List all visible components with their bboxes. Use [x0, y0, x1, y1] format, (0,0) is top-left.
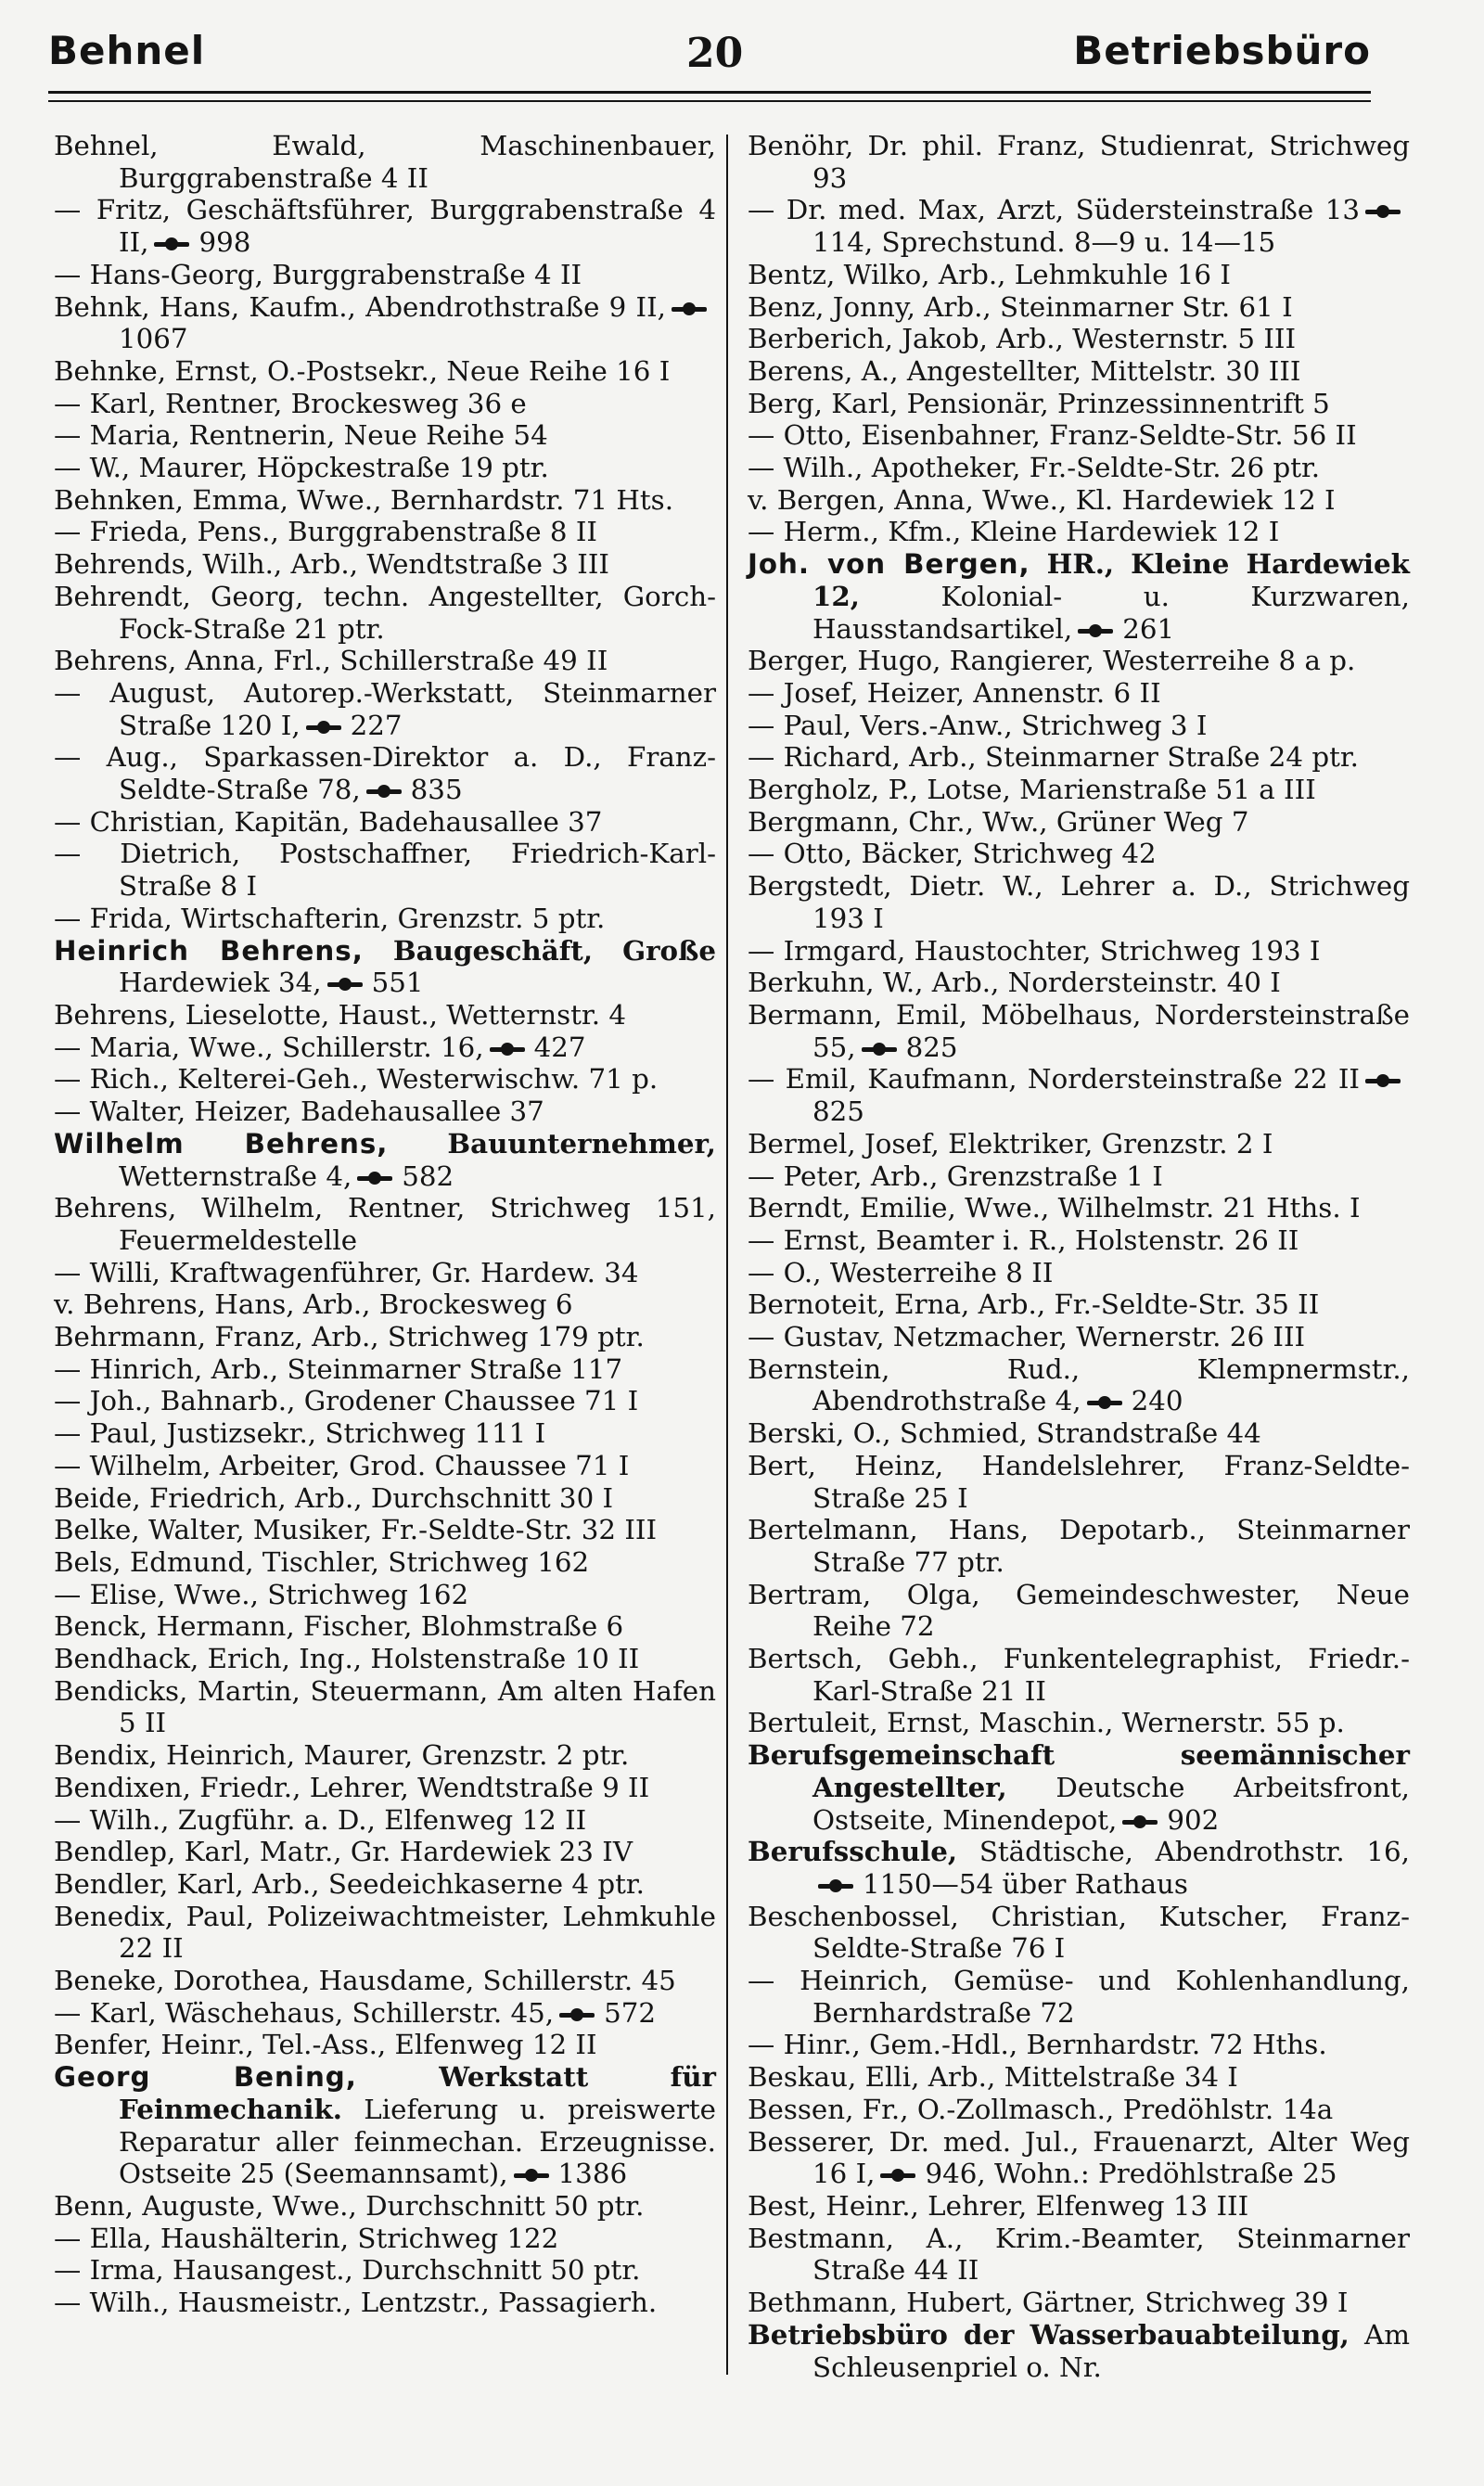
- entry-text: Best, Heinr., Lehrer, Elfenweg 13 III: [748, 2190, 1249, 2222]
- entry-text: Behnk, Hans, Kaufm., Abendrothstraße 9 II,: [54, 290, 666, 323]
- directory-entry: [54, 1128, 716, 1192]
- directory-entry: [748, 484, 1410, 517]
- entry-text: — Ernst, Beamter i. R., Holstenstr. 26 II: [748, 1224, 1299, 1256]
- entry-text: 261: [1122, 612, 1175, 645]
- entry-text: — Otto, Eisenbahner, Franz-Seldte-Str. 56 II: [748, 419, 1357, 452]
- directory-entry: [54, 1096, 716, 1128]
- directory-entry: [748, 1128, 1410, 1160]
- telephone-icon: [366, 785, 405, 798]
- directory-entry: [54, 194, 716, 258]
- directory-entry: [748, 1707, 1410, 1739]
- directory-entry: [748, 999, 1410, 1063]
- directory-entry: [748, 452, 1410, 484]
- directory-entry: [748, 1353, 1410, 1417]
- directory-entry: [54, 1579, 716, 1611]
- entry-text: Bessen, Fr., O.-Zollmasch., Predöhlstr. 14a: [748, 2093, 1334, 2125]
- entry-text: Bermann, Emil, Möbelhaus, Nordersteinstraße 55,: [748, 998, 1410, 1063]
- entry-text: Behnel, Ewald, Maschinenbauer, Burggrabenstraße 4 II: [54, 130, 716, 194]
- directory-entry: [748, 710, 1410, 742]
- entry-text: Berski, O., Schmied, Strandstraße 44: [748, 1417, 1261, 1450]
- directory-entry: [54, 838, 716, 902]
- right-column: [748, 130, 1410, 2383]
- page-number: 20: [686, 30, 744, 77]
- directory-entry: [748, 1739, 1410, 1836]
- directory-entry: [748, 323, 1410, 355]
- entry-text: — Dr. med. Max, Arzt, Südersteinstraße 13: [748, 194, 1360, 226]
- entry-text: 582: [402, 1160, 454, 1192]
- entry-text: — Wilhelm, Arbeiter, Grod. Chaussee 71 I: [54, 1449, 630, 1481]
- entry-text: Behnke, Ernst, O.-Postsekr., Neue Reihe 16 I: [54, 354, 671, 387]
- entry-text: Wetternstraße 4,: [119, 1160, 352, 1192]
- entry-text: Benck, Hermann, Fischer, Blohmstraße 6: [54, 1610, 624, 1643]
- entry-text: Behrends, Wilh., Arb., Wendtstraße 3 III: [54, 548, 609, 581]
- entry-text: Benedix, Paul, Polizeiwachtmeister, Lehmkuhle 22 II: [54, 1900, 716, 1965]
- telephone-icon: [1365, 205, 1404, 218]
- directory-entry: [748, 388, 1410, 420]
- directory-entry: [748, 355, 1410, 388]
- directory-entry: [54, 1868, 716, 1901]
- directory-entry: [54, 2190, 716, 2223]
- entry-text: Bernoteit, Erna, Arb., Fr.-Seldte-Str. 35 II: [748, 1288, 1320, 1321]
- telephone-icon: [559, 2008, 598, 2021]
- entry-text: — Wilh., Hausmeistr., Lentzstr., Passagierh.: [54, 2287, 658, 2319]
- entry-text: — August, Autorep.-Werkstatt, Steinmarner Straße 120 I,: [54, 676, 716, 741]
- entry-text: Bendhack, Erich, Ing., Holstenstraße 10 II: [54, 1643, 640, 1675]
- entry-text: Berndt, Emilie, Wwe., Wilhelmstr. 21 Hths. I: [748, 1192, 1361, 1224]
- directory-entry: [748, 1257, 1410, 1289]
- entry-text: — Frida, Wirtschafterin, Grenzstr. 5 ptr.: [54, 902, 606, 934]
- directory-entry: [54, 1965, 716, 1997]
- directory-entry: [54, 1257, 716, 1289]
- entry-text: Bertelmann, Hans, Depotarb., Steinmarner Straße 77 ptr.: [748, 1514, 1410, 1578]
- entry-text: 114, Sprechstund. 8—9 u. 14—15: [812, 226, 1276, 259]
- directory-entry: [748, 194, 1410, 258]
- header-last-entry: Betriebsbüro: [1073, 28, 1371, 73]
- directory-entry: [54, 741, 716, 805]
- page-header: [0, 0, 1484, 121]
- entry-text: Bendix, Heinrich, Maurer, Grenzstr. 2 ptr.: [54, 1739, 630, 1772]
- entry-text: — Dietrich, Postschaffner, Friedrich-Karl-Straße 8 I: [54, 838, 716, 903]
- entry-text: Besserer, Dr. med. Jul., Frauenarzt, Alter Weg 16 I,: [748, 2125, 1410, 2190]
- entry-text: — Richard, Arb., Steinmarner Straße 24 ptr.: [748, 741, 1359, 774]
- entry-text: — Christian, Kapitän, Badehausallee 37: [54, 805, 603, 838]
- directory-entry: [54, 548, 716, 581]
- directory-entry: [54, 806, 716, 839]
- entry-text: Deutsche Arbeitsfront, Ostseite, Minendepot,: [812, 1771, 1410, 1836]
- directory-entry: [54, 1288, 716, 1321]
- entry-text: — Wilh., Apotheker, Fr.-Seldte-Str. 26 ptr.: [748, 452, 1321, 484]
- directory-entry: [748, 1160, 1410, 1193]
- telephone-icon: [1122, 1815, 1161, 1828]
- entry-text: — Maria, Wwe., Schillerstr. 16,: [54, 1031, 484, 1063]
- header-rule-thin: [48, 100, 1371, 102]
- directory-entry: [54, 130, 716, 194]
- directory-entry: [54, 1450, 716, 1482]
- telephone-icon: [1365, 1074, 1404, 1087]
- directory-entry: [54, 1514, 716, 1546]
- directory-entry: [54, 581, 716, 645]
- entry-text: Berkuhn, W., Arb., Nordersteinstr. 40 I: [748, 967, 1281, 999]
- entry-text: — Paul, Vers.-Anw., Strichweg 3 I: [748, 709, 1208, 741]
- directory-entry: [54, 2029, 716, 2061]
- directory-entry: [54, 355, 716, 388]
- entry-text: Beskau, Elli, Arb., Mittelstraße 34 I: [748, 2061, 1238, 2094]
- entry-text: Behrendt, Georg, techn. Angestellter, Gorch-Fock-Straße 21 ptr.: [54, 580, 716, 645]
- entry-text: 572: [604, 1996, 657, 2029]
- directory-entry: [54, 645, 716, 677]
- entry-text: Bentz, Wilko, Arb., Lehmkuhle 16 I: [748, 258, 1231, 290]
- header-rule-thick: [48, 91, 1371, 94]
- directory-entry: [54, 1804, 716, 1837]
- entry-text: — Irmgard, Haustochter, Strichweg 193 I: [748, 934, 1321, 967]
- entry-text: Bertsch, Gebh., Funkentelegraphist, Friedr.-Karl-Straße 21 II: [748, 1643, 1410, 1707]
- entry-text: Hardewiek 34,: [119, 967, 322, 999]
- directory-entry: [748, 1417, 1410, 1450]
- directory-entry: [54, 935, 716, 999]
- entry-text: Bendicks, Martin, Steuermann, Am alten Hafen 5 II: [54, 1674, 716, 1739]
- directory-entry: [748, 935, 1410, 967]
- entry-text: Betriebsbüro der Wasserbauabteilung,: [748, 2317, 1350, 2351]
- directory-entry: [54, 903, 716, 935]
- entry-text: Kolonial- u. Kurzwaren, Hausstandsartikel,: [812, 580, 1410, 645]
- directory-entry: [54, 1546, 716, 1579]
- directory-entry: [54, 2061, 716, 2190]
- entry-text: Bendixen, Friedr., Lehrer, Wendtstraße 9 II: [54, 1771, 650, 1803]
- directory-entry: [54, 1417, 716, 1450]
- entry-text: Werkstatt für Feinmechanik.: [119, 2060, 716, 2125]
- entry-text: Benn, Auguste, Wwe., Durchschnitt 50 ptr.: [54, 2190, 645, 2222]
- telephone-icon: [862, 1043, 901, 1056]
- directory-entry: [748, 774, 1410, 806]
- directory-entry: [748, 2126, 1410, 2190]
- telephone-icon: [1087, 1396, 1126, 1409]
- directory-entry: [748, 291, 1410, 324]
- entry-text: Joh. von Bergen,: [748, 548, 1030, 581]
- telephone-icon: [1078, 624, 1117, 637]
- directory-entry: [54, 999, 716, 1032]
- entry-text: — W., Maurer, Höpckestraße 19 ptr.: [54, 452, 549, 484]
- entry-text: 1386: [557, 2158, 628, 2190]
- entry-text: Bertuleit, Ernst, Maschin., Wernerstr. 55 p.: [748, 1707, 1345, 1739]
- directory-entry: [54, 1901, 716, 1965]
- directory-entry: [748, 2319, 1410, 2383]
- entry-text: Bergmann, Chr., Ww., Grüner Weg 7: [748, 805, 1249, 838]
- entry-text: HR., Kleine Hardewiek 12,: [812, 547, 1410, 612]
- entry-text: Am Schleusenpriel o. Nr.: [812, 2318, 1410, 2383]
- directory-entry: [54, 677, 716, 741]
- directory-entry: [748, 806, 1410, 839]
- telephone-icon: [880, 2169, 919, 2182]
- entry-text: Behrens, Anna, Frl., Schillerstraße 49 II: [54, 645, 608, 677]
- directory-entry: [54, 1385, 716, 1417]
- entry-text: — Willi, Kraftwagenführer, Gr. Hardew. 34: [54, 1256, 639, 1288]
- entry-text: Bernstein, Rud., Klempnermstr., Abendrothstraße 4,: [748, 1352, 1410, 1417]
- directory-entry: [748, 838, 1410, 870]
- telephone-icon: [672, 302, 710, 315]
- directory-entry: [54, 2287, 716, 2319]
- entry-text: Bauunternehmer,: [388, 1126, 716, 1160]
- directory-entry: [748, 1579, 1410, 1643]
- entry-text: Berger, Hugo, Rangierer, Westerreihe 8 a p.: [748, 645, 1356, 677]
- directory-entry: [54, 1610, 716, 1643]
- entry-text: 240: [1131, 1385, 1183, 1417]
- directory-entry: [54, 1836, 716, 1868]
- directory-entry: [54, 516, 716, 548]
- entry-text: — Paul, Justizsekr., Strichweg 111 I: [54, 1417, 546, 1450]
- entry-text: — Rich., Kelterei-Geh., Westerwischw. 71 p.: [54, 1063, 659, 1096]
- directory-entry: [748, 2061, 1410, 2094]
- directory-entry: [54, 1643, 716, 1675]
- telephone-icon: [357, 1172, 396, 1185]
- directory-entry: [748, 419, 1410, 452]
- entry-text: Bendler, Karl, Arb., Seedeichkaserne 4 ptr.: [54, 1867, 645, 1900]
- entry-text: — Heinrich, Gemüse- und Kohlenhandlung, Bernhardstraße 72: [748, 1965, 1410, 2029]
- directory-entry: [54, 1772, 716, 1804]
- entry-text: v. Bergen, Anna, Wwe., Kl. Hardewiek 12 I: [748, 483, 1336, 516]
- directory-entry: [748, 2287, 1410, 2319]
- directory-entry: [748, 548, 1410, 645]
- entry-text: Wilhelm Behrens,: [54, 1127, 389, 1160]
- entry-text: 1067: [119, 323, 188, 355]
- directory-entry: [54, 1997, 716, 2030]
- entry-text: 227: [350, 709, 403, 741]
- entry-text: — Karl, Wäschehaus, Schillerstr. 45,: [54, 1996, 555, 2029]
- entry-text: Benz, Jonny, Arb., Steinmarner Str. 61 I: [748, 290, 1293, 323]
- directory-entry: [54, 388, 716, 420]
- column-divider: [726, 135, 728, 2375]
- directory-entry: [748, 741, 1410, 774]
- entry-text: Berufsgemeinschaft seemännischer Angestellter,: [748, 1738, 1410, 1803]
- entry-text: — Otto, Bäcker, Strichweg 42: [748, 838, 1157, 870]
- entry-text: — Hinrich, Arb., Steinmarner Straße 117: [54, 1352, 623, 1385]
- directory-entry: [748, 1965, 1410, 2029]
- directory-entry: [748, 2029, 1410, 2061]
- directory-entry: [54, 291, 716, 355]
- entry-text: — Ella, Haushälterin, Strichweg 122: [54, 2222, 559, 2254]
- entry-text: Berg, Karl, Pensionär, Prinzessinnentrift 5: [748, 387, 1330, 419]
- directory-entry: [748, 1224, 1410, 1257]
- directory-entry: [748, 1321, 1410, 1353]
- entry-text: 427: [533, 1031, 586, 1063]
- entry-text: Behrmann, Franz, Arb., Strichweg 179 ptr.: [54, 1321, 645, 1353]
- directory-entry: [748, 1450, 1410, 1514]
- entry-text: 835: [410, 774, 463, 806]
- entry-text: Bels, Edmund, Tischler, Strichweg 162: [54, 1545, 590, 1578]
- entry-text: Städtische, Abendrothstr. 16,: [957, 1836, 1410, 1868]
- telephone-icon: [490, 1043, 529, 1056]
- entry-text: — Josef, Heizer, Annenstr. 6 II: [748, 676, 1161, 709]
- directory-entry: [748, 130, 1410, 194]
- directory-entry: [748, 645, 1410, 677]
- entry-text: — Hans-Georg, Burggrabenstraße 4 II: [54, 258, 582, 290]
- directory-entry: [54, 419, 716, 452]
- directory-entry: [54, 1739, 716, 1772]
- header-first-entry: Behnel: [48, 28, 206, 73]
- entry-text: Heinrich Behrens,: [54, 934, 364, 967]
- directory-entry: [748, 677, 1410, 710]
- directory-entry: [748, 2190, 1410, 2223]
- entry-text: Beneke, Dorothea, Hausdame, Schillerstr. 45: [54, 1965, 676, 1997]
- entry-text: Bestmann, A., Krim.-Beamter, Steinmarner Straße 44 II: [748, 2222, 1410, 2287]
- entry-text: Beide, Friedrich, Arb., Durchschnitt 30 I: [54, 1481, 614, 1514]
- directory-entry: [748, 1192, 1410, 1224]
- entry-text: 998: [198, 226, 251, 259]
- entry-text: — Wilh., Zugführ. a. D., Elfenweg 12 II: [54, 1803, 587, 1836]
- entry-text: 825: [812, 1096, 864, 1128]
- entry-text: v. Behrens, Hans, Arb., Brockesweg 6: [54, 1288, 573, 1321]
- entry-text: — O., Westerreihe 8 II: [748, 1256, 1054, 1288]
- entry-text: Bert, Heinz, Handelslehrer, Franz-Seldte-Straße 25 I: [748, 1449, 1410, 1514]
- entry-text: Bendlep, Karl, Matr., Gr. Hardewiek 23 IV: [54, 1836, 633, 1868]
- directory-entry: [54, 1063, 716, 1096]
- left-column: [54, 130, 716, 2319]
- directory-entry: [748, 516, 1410, 548]
- entry-text: Lieferung u. preiswerte Reparatur aller feinmechan. Erzeugnisse. Ostseite 25 (Seemannsamt),: [119, 2093, 716, 2190]
- entry-text: — Gustav, Netzmacher, Wernerstr. 26 III: [748, 1321, 1306, 1353]
- telephone-icon: [818, 1879, 857, 1892]
- entry-text: — Walter, Heizer, Badehausallee 37: [54, 1096, 544, 1128]
- directory-entry: [748, 967, 1410, 999]
- telephone-icon: [154, 237, 193, 250]
- directory-entry: [748, 259, 1410, 291]
- directory-entry: [748, 2094, 1410, 2126]
- directory-entry: [748, 870, 1410, 934]
- entry-text: 1150—54 über Rathaus: [863, 1867, 1188, 1900]
- directory-entry: [54, 1482, 716, 1515]
- directory-entry: [748, 2223, 1410, 2287]
- directory-entry: [54, 1192, 716, 1256]
- telephone-icon: [327, 978, 366, 991]
- directory-entry: [54, 1675, 716, 1739]
- entry-text: — Irma, Hausangest., Durchschnitt 50 ptr.: [54, 2254, 641, 2287]
- directory-entry: [748, 1514, 1410, 1578]
- entry-text: Berens, A., Angestellter, Mittelstr. 30 III: [748, 354, 1301, 387]
- entry-text: — Fritz, Geschäftsführer, Burggrabenstraße 4 II,: [54, 194, 716, 259]
- directory-entry: [54, 2223, 716, 2255]
- entry-text: — Maria, Rentnerin, Neue Reihe 54: [54, 419, 548, 452]
- entry-text: — Joh., Bahnarb., Grodener Chaussee 71 I: [54, 1385, 639, 1417]
- directory-entry: [54, 1321, 716, 1353]
- entry-text: — Elise, Wwe., Strichweg 162: [54, 1578, 469, 1610]
- entry-text: Berufsschule,: [748, 1835, 958, 1868]
- entry-text: — Peter, Arb., Grenzstraße 1 I: [748, 1160, 1163, 1192]
- entry-text: Behrens, Wilhelm, Rentner, Strichweg 151, Feuermeldestelle: [54, 1192, 716, 1256]
- entry-text: — Frieda, Pens., Burggrabenstraße 8 II: [54, 516, 598, 548]
- entry-text: 551: [371, 967, 424, 999]
- directory-entry: [54, 452, 716, 484]
- entry-text: — Aug., Sparkassen-Direktor a. D., Franz-Seldte-Straße 78,: [54, 741, 716, 806]
- directory-entry: [54, 2254, 716, 2287]
- entry-text: Bermel, Josef, Elektriker, Grenzstr. 2 I: [748, 1127, 1273, 1160]
- entry-text: Georg Bening,: [54, 2061, 357, 2094]
- directory-entry: [54, 1032, 716, 1064]
- entry-text: — Herm., Kfm., Kleine Hardewiek 12 I: [748, 516, 1280, 548]
- directory-entry: [748, 1063, 1410, 1127]
- directory-entry: [54, 1353, 716, 1386]
- entry-text: Baugeschäft, Große: [363, 933, 716, 967]
- telephone-icon: [306, 721, 345, 734]
- entry-text: — Emil, Kaufmann, Nordersteinstraße 22 II: [748, 1063, 1360, 1096]
- entry-text: Beschenbossel, Christian, Kutscher, Franz-Seldte-Straße 76 I: [748, 1900, 1410, 1965]
- directory-entry: [54, 259, 716, 291]
- entry-text: Bethmann, Hubert, Gärtner, Strichweg 39 I: [748, 2287, 1349, 2319]
- entry-text: Bertram, Olga, Gemeindeschwester, Neue Reihe 72: [748, 1578, 1410, 1643]
- entry-text: Bergholz, P., Lotse, Marienstraße 51 a III: [748, 774, 1316, 806]
- entry-text: Berberich, Jakob, Arb., Westernstr. 5 III: [748, 323, 1297, 355]
- entry-text: Behnken, Emma, Wwe., Bernhardstr. 71 Hts.: [54, 483, 674, 516]
- entry-text: Benöhr, Dr. phil. Franz, Studienrat, Strichweg 93: [748, 130, 1410, 194]
- directory-entry: [54, 484, 716, 517]
- entry-text: — Karl, Rentner, Brockesweg 36 e: [54, 387, 527, 419]
- entry-text: 825: [905, 1031, 958, 1063]
- telephone-icon: [514, 2169, 553, 2182]
- entry-text: — Hinr., Gem.-Hdl., Bernhardstr. 72 Hths.: [748, 2029, 1327, 2061]
- directory-entry: [748, 1288, 1410, 1321]
- directory-entry: [748, 1836, 1410, 1900]
- entry-text: 902: [1167, 1803, 1220, 1836]
- entry-text: Belke, Walter, Musiker, Fr.-Seldte-Str. 32 III: [54, 1514, 658, 1546]
- entry-text: 946, Wohn.: Predöhlstraße 25: [925, 2158, 1337, 2190]
- directory-entry: [748, 1643, 1410, 1707]
- entry-text: Behrens, Lieselotte, Haust., Wetternstr. 4: [54, 998, 626, 1031]
- entry-text: Benfer, Heinr., Tel.-Ass., Elfenweg 12 II: [54, 2029, 597, 2061]
- directory-entry: [748, 1901, 1410, 1965]
- entry-text: Bergstedt, Dietr. W., Lehrer a. D., Strichweg 193 I: [748, 870, 1410, 934]
